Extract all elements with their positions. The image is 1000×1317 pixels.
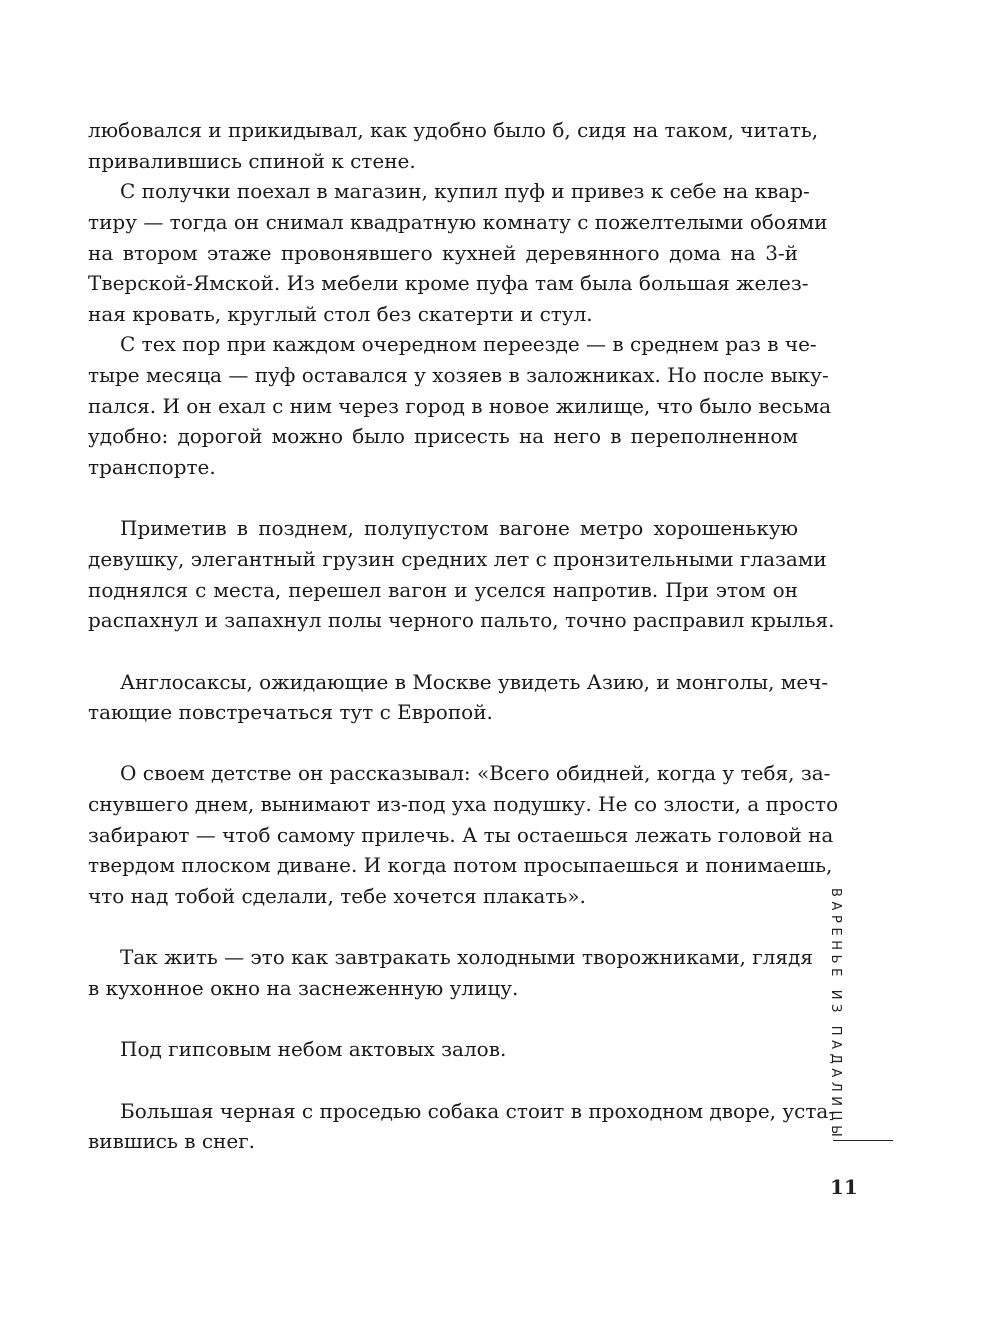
text-line: транспорте. (88, 455, 216, 480)
text-line: распахнул и запахнул полы черного пальто, точно расправил крылья. (88, 608, 835, 633)
paragraph (88, 1034, 798, 1065)
text-line: Тверской-Ямской. Из мебели кроме пуфа там была большая желез- (88, 271, 809, 296)
text-line: тыре месяца — пуф оставался у хозяев в заложниках. Но после выку- (88, 363, 829, 388)
text-line: в кухонное окно на заснеженную улицу. (88, 975, 519, 1000)
text-line: твердом плоском диване. И когда потом просыпаешься и понимаешь, (88, 853, 833, 878)
text-line: снувшего днем, вынимают из-под уха подушку. Не со злости, а просто (88, 792, 839, 817)
paragraph (88, 667, 829, 728)
paragraph (88, 513, 835, 636)
paragraph (88, 1096, 836, 1157)
text-line: О своем детстве он рассказывал: «Всего обидней, когда у тебя, за- (120, 761, 831, 786)
text-line: С тех пор при каждом очередном переезде — в среднем раз в че- (120, 332, 817, 357)
text-line: пался. И он ехал с ним через город в новое жилище, что было весьма (88, 393, 832, 418)
text-line: забирают — чтоб самому прилечь. А ты остаешься лежать головой на (88, 822, 834, 847)
paragraph (88, 942, 813, 1003)
paragraph-gap (88, 636, 798, 667)
paragraph-gap (88, 1004, 798, 1035)
text-line: ная кровать, круглый стол без скатерти и стул. (88, 301, 593, 326)
paragraph (88, 758, 839, 911)
text-line: Под гипсовым небом актовых залов. (120, 1037, 507, 1062)
text-line: тающие повстречаться тут с Европой. (88, 700, 493, 725)
text-line: удобно: дорогой можно было присесть на него в переполненном (88, 424, 798, 449)
divider (833, 1140, 893, 1141)
text-line: Так жить — это как завтракать холодными творожниками, глядя (120, 945, 813, 970)
paragraph-gap (88, 1065, 798, 1096)
text-line: Англосаксы, ожидающие в Москве увидеть Азию, и монголы, меч- (120, 669, 829, 694)
text-line: поднялся с места, перешел вагон и уселся напротив. При этом он (88, 577, 798, 602)
paragraph-gap (88, 912, 798, 943)
text-line: что над тобой сделали, тебе хочется плакать». (88, 884, 586, 909)
paragraph (88, 115, 819, 176)
paragraph-gap (88, 483, 798, 514)
text-line: Приметив в позднем, полупустом вагоне метро хорошенькую (120, 516, 798, 541)
paragraph (88, 329, 832, 482)
paragraph-gap (88, 728, 798, 759)
running-head: ВАРЕНЬЕ ИЗ ПАДАЛИЦЫ (828, 888, 843, 1142)
text-line: вившись в снег. (88, 1129, 256, 1154)
text-line: Большая черная с проседью собака стоит в проходном дворе, уста- (120, 1098, 836, 1123)
paragraph (88, 176, 828, 329)
text-line: на втором этаже провонявшего кухней деревянного дома на 3-й (88, 240, 798, 265)
text-line: тиру — тогда он снимал квадратную комнату с пожелтелыми обоями (88, 209, 828, 234)
text-line: любовался и прикидывал, как удобно было б, сидя на таком, читать, (88, 118, 819, 142)
page-number: 11 (830, 1175, 858, 1199)
text-line: привалившись спиной к стене. (88, 148, 416, 173)
text-line: девушку, элегантный грузин средних лет с пронзительными глазами (88, 546, 827, 571)
text-line: С получки поехал в магазин, купил пуф и привез к себе на квар- (120, 179, 810, 204)
